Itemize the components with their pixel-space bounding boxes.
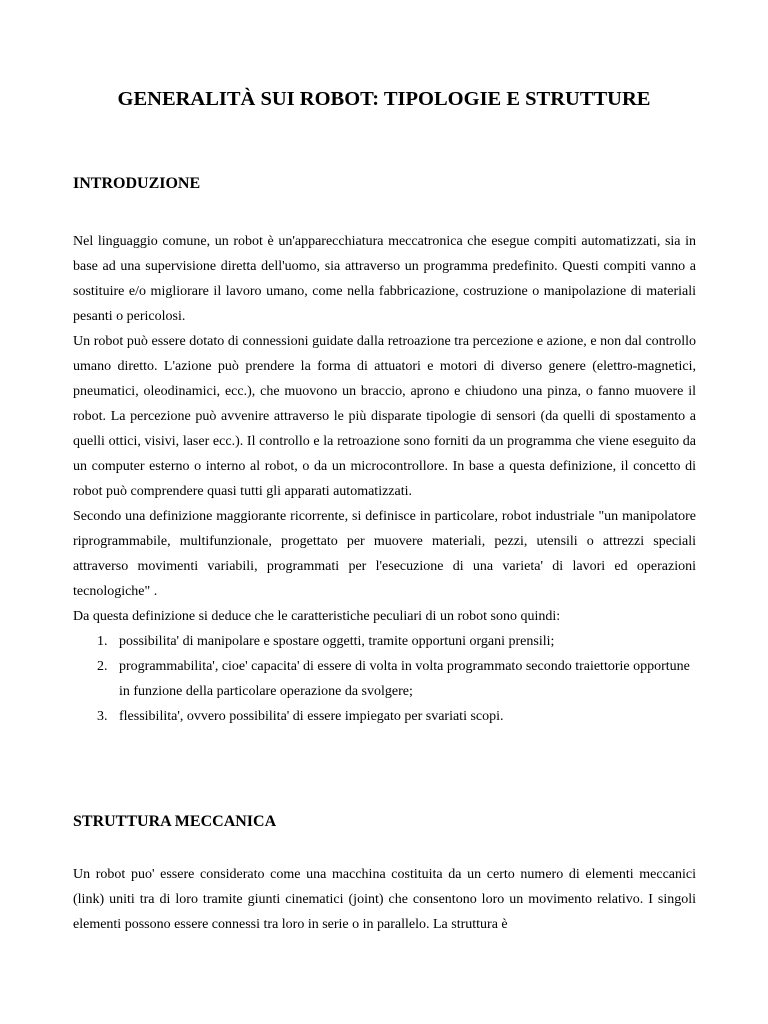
paragraph: Un robot può essere dotato di connessioni guidate dalla retroazione tra percezione e azione, e non dal controllo umano diretto. L'azione può prendere la forma di attuatori e motori di diverso genere (elettro-magnetici, pneumatici, oleodinamici, ecc.), che muovono un braccio, aprono e chiudono una pinza, o fanno muovere il robot. La percezione può avvenire attraverso le più disparate tipologie di sensori (da quelli di spostamento a quelli ottici, visivi, laser ecc.). Il controllo e la retroazione sono forniti da un programma che viene eseguito da un computer esterno o interno al robot, o da un microcontrollore. In base a questa definizione, il concetto di robot può comprendere quasi tutti gli apparati automatizzati. <box>73 334 696 499</box>
list-item: programmabilita', cioe' capacita' di essere di volta in volta programmato secondo traiettorie opportune in funzione della particolare operazione da svolgere; <box>119 659 690 699</box>
list-item: flessibilita', ovvero possibilita' di essere impiegato per svariati scopi. <box>119 709 504 724</box>
paragraph: Secondo una definizione maggiorante ricorrente, si definisce in particolare, robot industriale "un manipolatore riprogrammabile, multifunzionale, progettato per muovere materiali, pezzi, utensili o attrezzi speciali attraverso movimenti variabili, programmati per l'esecuzione di una varieta' di lavori ed operazioni tecnologiche" . <box>73 509 696 599</box>
section-heading-introduzione: INTRODUZIONE <box>73 175 201 192</box>
list-item: possibilita' di manipolare e spostare oggetti, tramite opportuni organi prensili; <box>119 634 555 649</box>
introduction-body <box>73 229 696 729</box>
paragraph: Un robot puo' essere considerato come una macchina costituita da un certo numero di elementi meccanici (link) uniti tra di loro tramite giunti cinematici (joint) che consentono loro un movimento relativo. I singoli elementi possono essere connessi tra loro in serie o in parallelo. La struttura è <box>73 867 696 932</box>
paragraph: Da questa definizione si deduce che le caratteristiche peculiari di un robot sono quindi: <box>73 609 561 624</box>
paragraph: Nel linguaggio comune, un robot è un'apparecchiatura meccatronica che esegue compiti automatizzati, sia in base ad una supervisione diretta dell'uomo, sia attraverso un programma predefinito. Questi compiti vanno a sostituire e/o migliorare il lavoro umano, come nella fabbricazione, costruzione o manipolazione di materiali pesanti o pericolosi. <box>73 234 696 324</box>
features-list <box>73 629 696 729</box>
document-title: GENERALITÀ SUI ROBOT: TIPOLOGIE E STRUTTURE <box>117 88 651 110</box>
mechanical-structure-body <box>73 862 696 937</box>
section-heading-struttura-meccanica: STRUTTURA MECCANICA <box>73 813 277 830</box>
